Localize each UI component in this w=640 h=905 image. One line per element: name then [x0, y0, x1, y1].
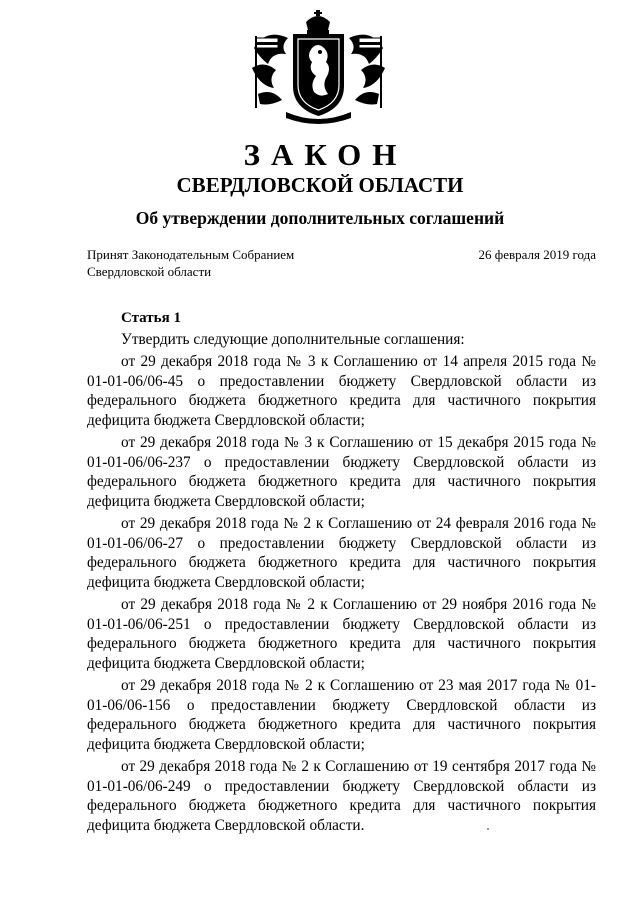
adopted-line-1: Принят Законодательным Собранием — [87, 247, 295, 262]
article-body — [87, 330, 596, 835]
agreement-item: от 29 декабря 2018 года № 2 к Соглашению от 23 мая 2017 года № 01-01-06/06-156 о предоставлении бюджету Свердловской области из федерального бюджета бюджетного кредита для частичного покрытия дефицита бюджета Свердловской области; — [87, 677, 596, 753]
document-title: ЗАКОН — [243, 137, 408, 172]
article-intro: Утвердить следующие дополнительные соглашения: — [121, 331, 465, 348]
agreement-item: от 29 декабря 2018 года № 2 к Соглашению от 19 сентября 2017 года № 01-01-06/06-249 о предоставлении бюджету Свердловской области из федерального бюджета бюджетного кредита для частичного покрытия дефицита бюджета Свердловской области. — [87, 758, 596, 834]
adopted-by — [87, 246, 347, 280]
shield-icon — [293, 34, 344, 116]
left-eagle-icon — [252, 35, 288, 108]
coat-of-arms-emblem — [246, 8, 391, 126]
agreement-item: от 29 декабря 2018 года № 3 к Соглашению от 15 декабря 2015 года № 01-01-06/06-237 о предоставлении бюджету Свердловской области из федерального бюджета бюджетного кредита для частичного покрытия дефицита бюджета Свердловской области; — [87, 434, 596, 510]
crown-icon — [306, 10, 330, 34]
agreement-item: от 29 декабря 2018 года № 2 к Соглашению от 24 февраля 2016 года № 01-01-06/06-27 о предоставлении бюджету Свердловской области из федерального бюджета бюджетного кредита для частичного покрытия дефицита бюджета Свердловской области; — [87, 515, 596, 591]
right-eagle-icon — [349, 35, 385, 108]
document-subject: Об утверждении дополнительных соглашений — [135, 208, 505, 228]
scan-speck — [487, 828, 489, 830]
adoption-date: 26 февраля 2019 года — [478, 247, 596, 262]
agreement-item: от 29 декабря 2018 года № 2 к Соглашению от 29 ноября 2016 года № 01-01-06/06-251 о предоставлении бюджету Свердловской области из федерального бюджета бюджетного кредита для частичного покрытия дефицита бюджета Свердловской области; — [87, 596, 596, 672]
agreement-item: от 29 декабря 2018 года № 3 к Соглашению от 14 апреля 2015 года № 01-01-06/06-45 о предоставлении бюджету Свердловской области из федерального бюджета бюджетного кредита для частичного покрытия дефицита бюджета Свердловской области; — [87, 353, 596, 429]
article-heading: Статья 1 — [121, 310, 181, 326]
document-region: СВЕРДЛОВСКОЙ ОБЛАСТИ — [176, 173, 464, 197]
adopted-line-2: Свердловской области — [87, 264, 212, 279]
